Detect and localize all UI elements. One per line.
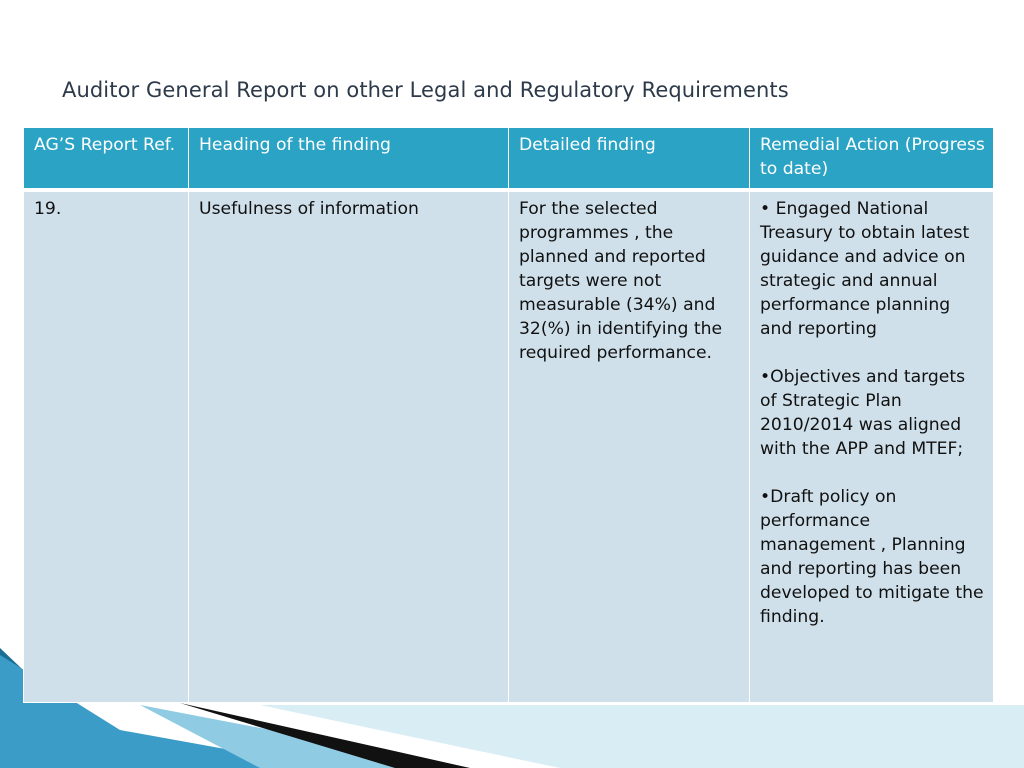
wave-pale-shape <box>260 705 1024 768</box>
cell-report-ref: 19. <box>24 192 189 702</box>
remedial-action-item: •Draft policy on performance management , Planning and reporting has been developed to mitigate the finding. <box>760 487 984 627</box>
cell-detailed-finding: For the selected programmes , the planned and reported targets were not measurable (34%) and 32(%) in identifying the required performance. <box>509 192 750 702</box>
header-detailed-finding: Detailed finding <box>509 128 750 192</box>
header-remedial-action: Remedial Action (Progress to date) <box>750 128 993 192</box>
wave-light-shape <box>140 705 470 768</box>
cell-heading-of-finding: Usefulness of information <box>189 192 509 702</box>
remedial-action-item: • Engaged National Treasury to obtain latest guidance and advice on strategic and annual performance planning and reporting <box>760 199 970 339</box>
header-heading-of-finding: Heading of the finding <box>189 128 509 192</box>
header-report-ref: AG’S Report Ref. <box>24 128 189 192</box>
cell-remedial-action <box>750 192 993 702</box>
table-header-row <box>24 128 993 192</box>
slide-title: Auditor General Report on other Legal and Regulatory Requirements <box>62 78 789 102</box>
remedial-action-item: •Objectives and targets of Strategic Plan 2010/2014 was aligned with the APP and MTEF; <box>760 367 966 459</box>
findings-table <box>23 127 994 703</box>
wave-black-shape <box>180 703 470 768</box>
table-row <box>24 192 993 702</box>
